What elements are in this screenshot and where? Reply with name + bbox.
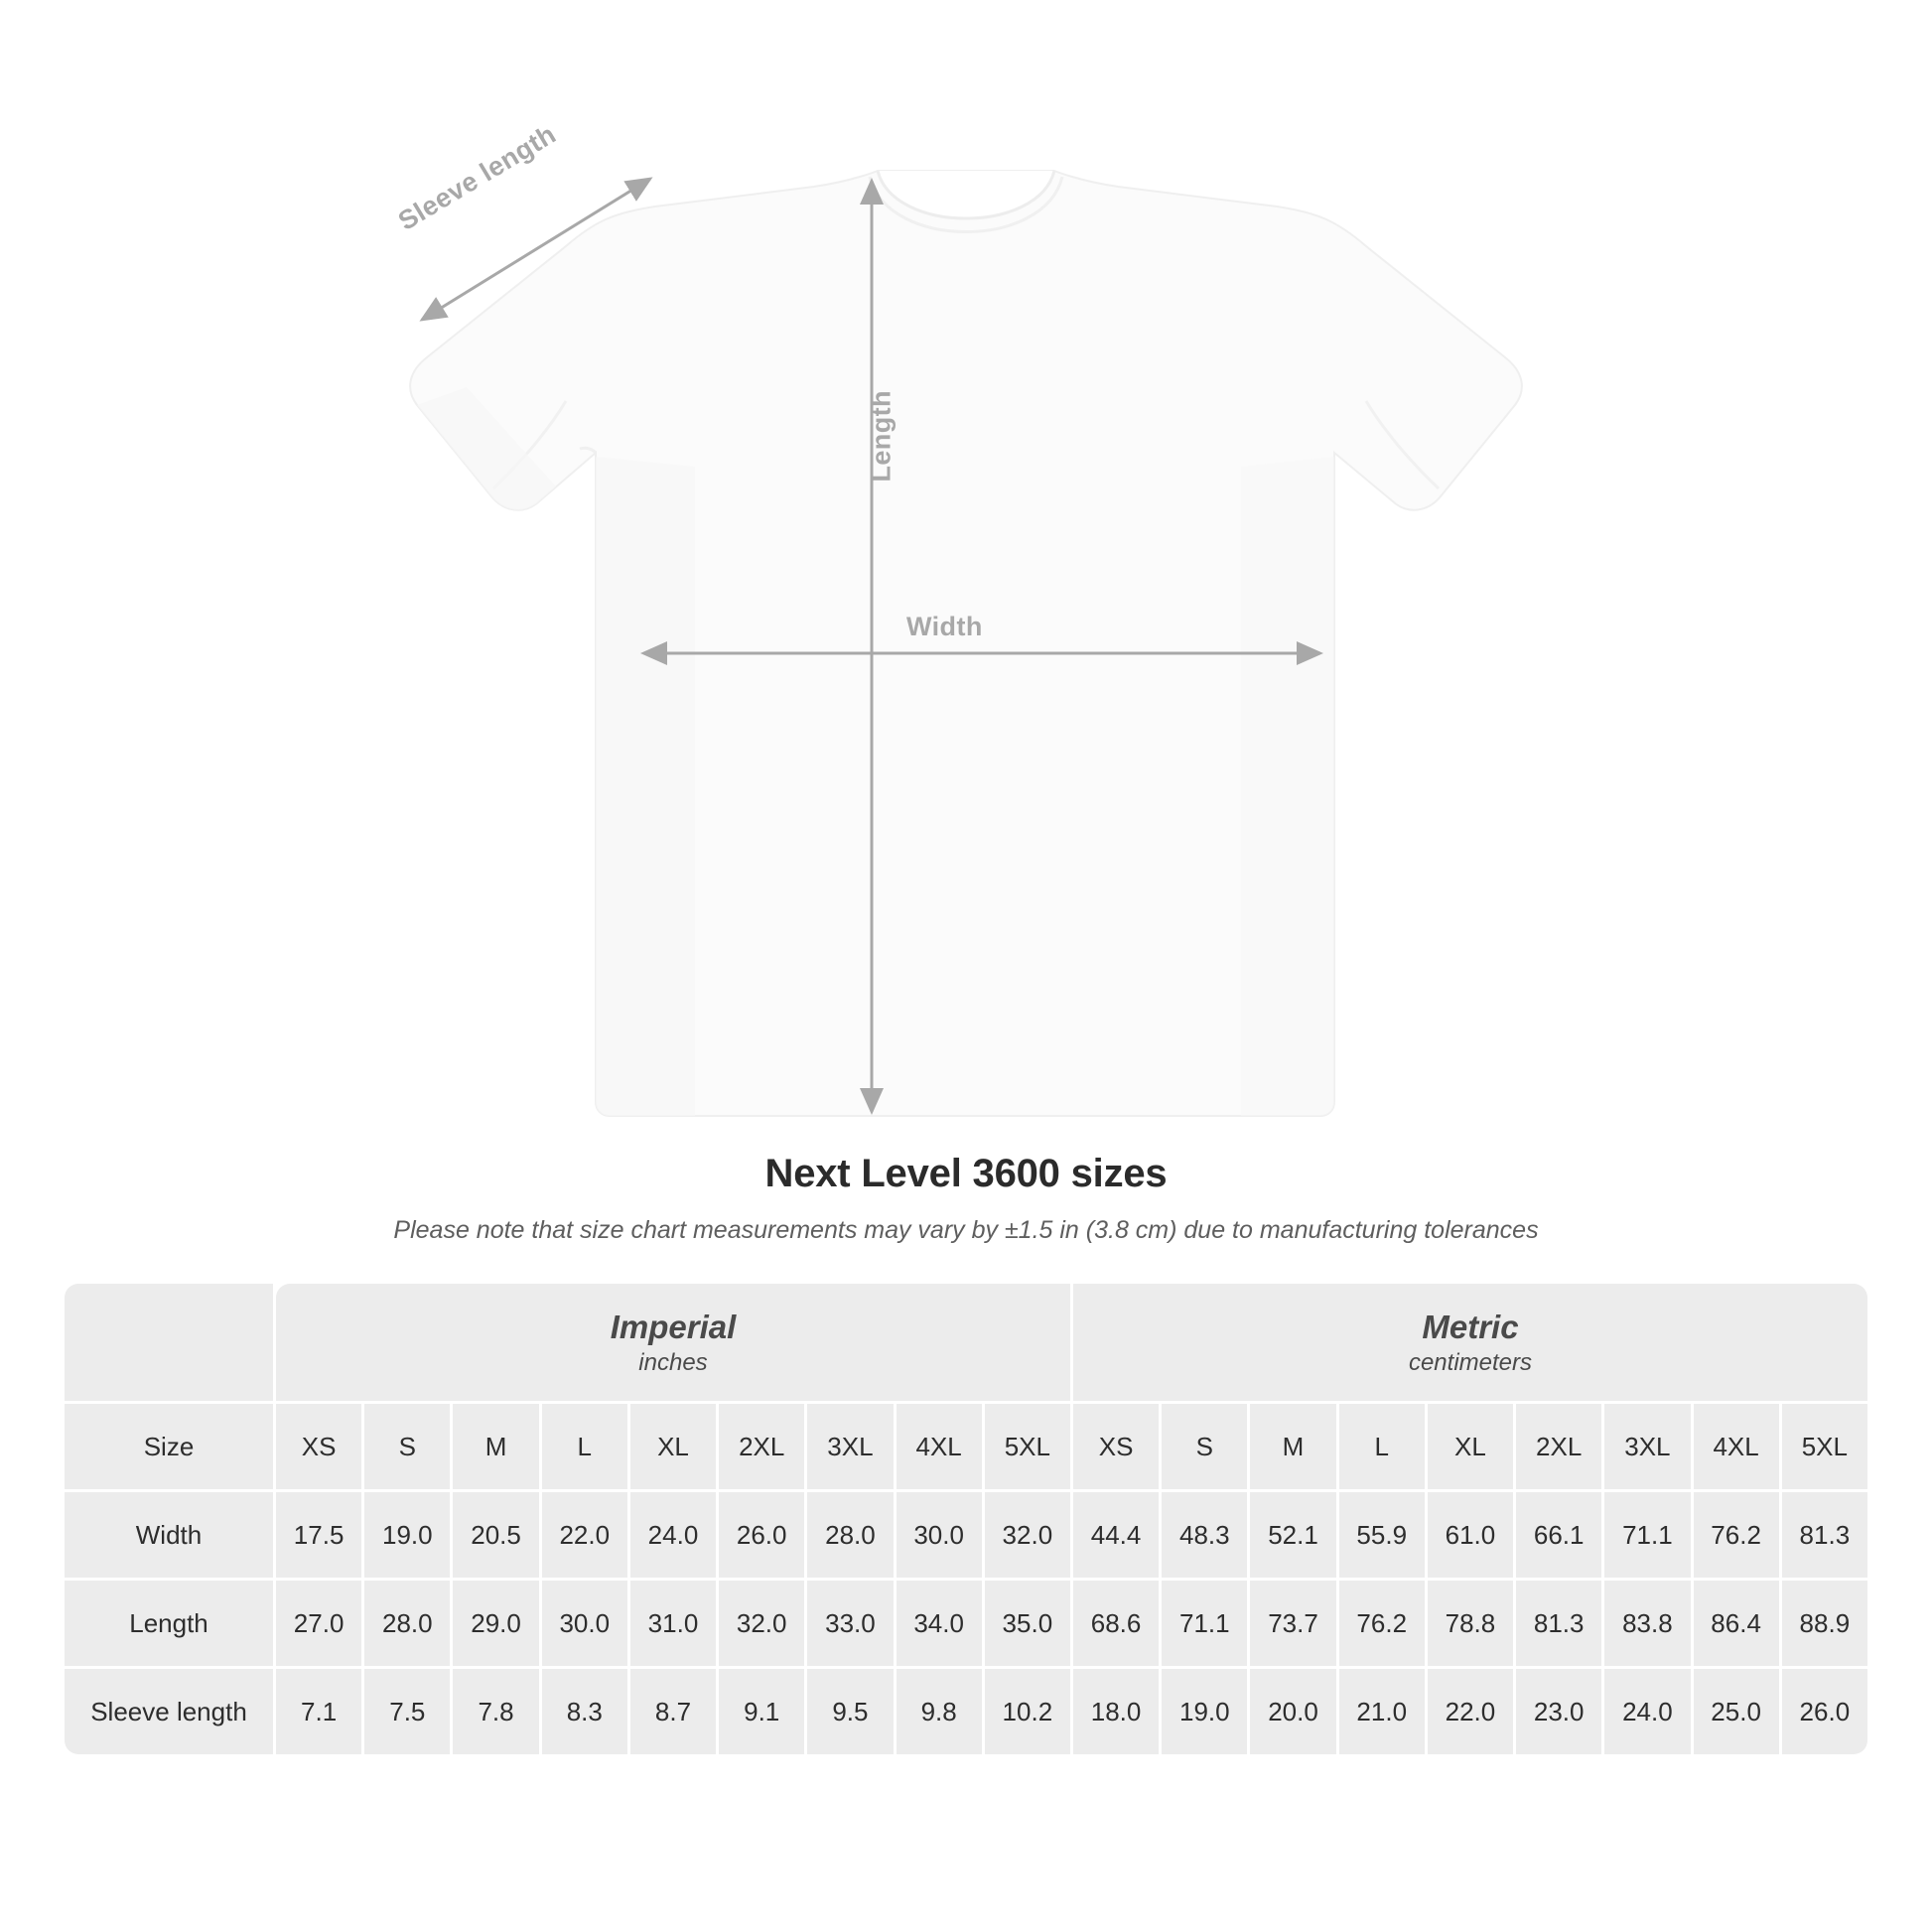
table-corner-cell [65,1284,273,1401]
cell-width-metric: 55.9 [1339,1492,1425,1578]
cell-width-metric: 52.1 [1250,1492,1335,1578]
imperial-header [276,1284,1070,1401]
cell-sleeve-metric: 18.0 [1073,1669,1159,1754]
cell-length-imperial: 29.0 [453,1581,538,1666]
cell-width-imperial: 28.0 [807,1492,893,1578]
cell-sleeve-imperial: 8.3 [542,1669,627,1754]
cell-length-metric: 73.7 [1250,1581,1335,1666]
cell-length-metric: 86.4 [1694,1581,1779,1666]
metric-title: Metric [1422,1308,1519,1345]
size-head-cell: S [1162,1404,1247,1489]
cell-length-imperial: 31.0 [630,1581,716,1666]
size-head-cell: XL [630,1404,716,1489]
cell-sleeve-imperial: 10.2 [985,1669,1070,1754]
cell-sleeve-imperial: 9.1 [719,1669,804,1754]
cell-sleeve-metric: 21.0 [1339,1669,1425,1754]
cell-length-metric: 83.8 [1604,1581,1690,1666]
tshirt-shape [410,171,1522,1116]
size-head-cell: 5XL [1782,1404,1867,1489]
cell-length-metric: 71.1 [1162,1581,1247,1666]
size-head-cell: 2XL [719,1404,804,1489]
cell-length-imperial: 33.0 [807,1581,893,1666]
size-head-cell: 3XL [807,1404,893,1489]
cell-width-metric: 61.0 [1428,1492,1513,1578]
cell-width-imperial: 17.5 [276,1492,361,1578]
cell-width-imperial: 26.0 [719,1492,804,1578]
cell-width-metric: 71.1 [1604,1492,1690,1578]
cell-length-imperial: 28.0 [364,1581,450,1666]
cell-length-imperial: 32.0 [719,1581,804,1666]
cell-sleeve-metric: 20.0 [1250,1669,1335,1754]
cell-sleeve-imperial: 8.7 [630,1669,716,1754]
size-head-cell: XL [1428,1404,1513,1489]
imperial-title: Imperial [610,1308,737,1345]
cell-length-metric: 68.6 [1073,1581,1159,1666]
row-label-width: Width [65,1492,273,1578]
size-head-cell: XS [1073,1404,1159,1489]
size-head-cell: L [1339,1404,1425,1489]
table-row [65,1492,1867,1578]
size-head-cell: 3XL [1604,1404,1690,1489]
cell-length-metric: 88.9 [1782,1581,1867,1666]
cell-width-imperial: 22.0 [542,1492,627,1578]
row-label-sleeve-length: Sleeve length [65,1669,273,1754]
cell-length-imperial: 27.0 [276,1581,361,1666]
row-label-length: Length [65,1581,273,1666]
size-table-wrapper [62,1281,1870,1757]
cell-width-imperial: 32.0 [985,1492,1070,1578]
cell-sleeve-metric: 22.0 [1428,1669,1513,1754]
size-head-cell: 5XL [985,1404,1070,1489]
cell-sleeve-imperial: 7.8 [453,1669,538,1754]
metric-header [1073,1284,1867,1401]
sleeve-length-label: Sleeve length [393,118,562,236]
length-label: Length [866,390,897,483]
cell-width-metric: 66.1 [1516,1492,1601,1578]
cell-width-metric: 76.2 [1694,1492,1779,1578]
cell-sleeve-metric: 25.0 [1694,1669,1779,1754]
cell-sleeve-imperial: 9.8 [897,1669,982,1754]
cell-length-imperial: 30.0 [542,1581,627,1666]
size-row-label: Size [65,1404,273,1489]
cell-sleeve-metric: 24.0 [1604,1669,1690,1754]
cell-width-imperial: 30.0 [897,1492,982,1578]
cell-sleeve-metric: 23.0 [1516,1669,1601,1754]
tolerance-note: Please note that size chart measurements may vary by ±1.5 in (3.8 cm) due to manufacturing tolerances [393,1216,1539,1244]
size-head-cell: S [364,1404,450,1489]
cell-length-metric: 81.3 [1516,1581,1601,1666]
size-head-cell: M [453,1404,538,1489]
cell-sleeve-metric: 26.0 [1782,1669,1867,1754]
size-head-cell: 2XL [1516,1404,1601,1489]
cell-width-imperial: 24.0 [630,1492,716,1578]
size-head-cell: XS [276,1404,361,1489]
size-header-row [65,1404,1867,1489]
page-title: Next Level 3600 sizes [764,1152,1168,1195]
cell-length-metric: 78.8 [1428,1581,1513,1666]
cell-sleeve-imperial: 9.5 [807,1669,893,1754]
size-table [62,1281,1870,1757]
cell-sleeve-imperial: 7.1 [276,1669,361,1754]
cell-sleeve-imperial: 7.5 [364,1669,450,1754]
size-head-cell: 4XL [1694,1404,1779,1489]
unit-header-row [65,1284,1867,1401]
cell-width-metric: 48.3 [1162,1492,1247,1578]
title-block [0,1152,1932,1245]
metric-subtitle: centimeters [1408,1349,1532,1377]
cell-sleeve-metric: 19.0 [1162,1669,1247,1754]
cell-length-imperial: 34.0 [897,1581,982,1666]
table-row [65,1669,1867,1754]
cell-length-metric: 76.2 [1339,1581,1425,1666]
cell-length-imperial: 35.0 [985,1581,1070,1666]
size-head-cell: L [542,1404,627,1489]
cell-width-metric: 44.4 [1073,1492,1159,1578]
width-label: Width [906,612,983,641]
cell-width-metric: 81.3 [1782,1492,1867,1578]
cell-width-imperial: 20.5 [453,1492,538,1578]
table-row [65,1581,1867,1666]
cell-width-imperial: 19.0 [364,1492,450,1578]
imperial-subtitle: inches [638,1349,708,1377]
size-head-cell: M [1250,1404,1335,1489]
size-head-cell: 4XL [897,1404,982,1489]
